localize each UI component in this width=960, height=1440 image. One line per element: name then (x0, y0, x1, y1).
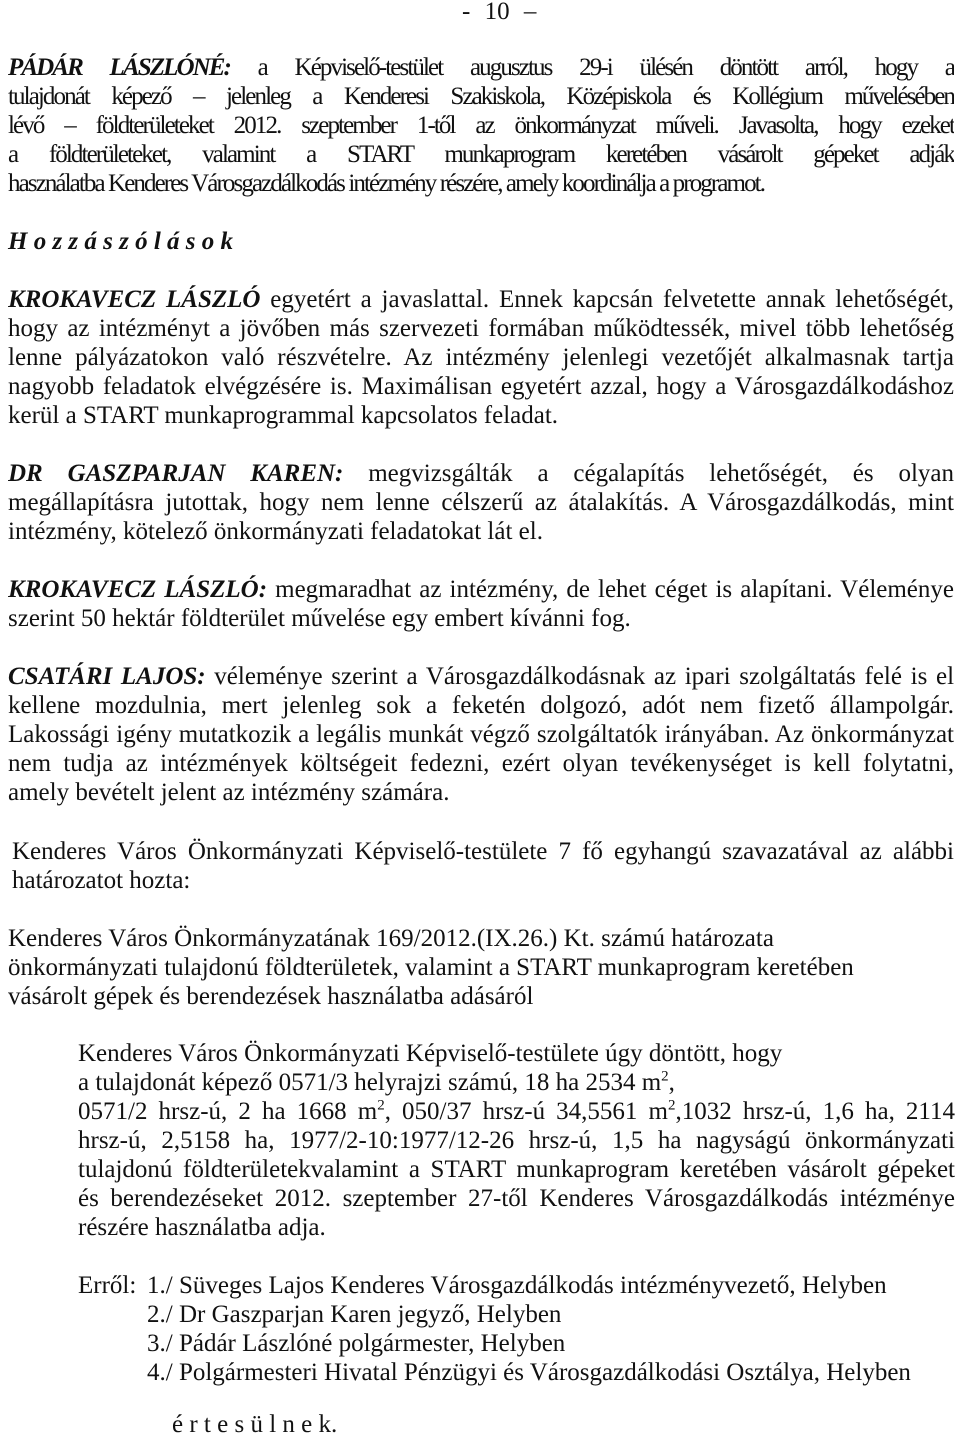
paragraph-line: lenne pályázatokon való részvételre. Az intézmény jelenlegi vezetőjét alkalmasnak tartja (8, 344, 954, 371)
list-item: 4./ Polgármesteri Hivatal Pénzügyi és Városgazdálkodási Osztálya, Helyben (147, 1359, 911, 1386)
paragraph-line: Kenderes Város Önkormányzati Képviselő-testülete 7 fő egyhangú szavazatával az alábbi (12, 838, 954, 865)
comment-paragraph (8, 575, 954, 633)
line-text: a Képviselő-testület augusztus 29-i ülésén döntött arról, hogy a (257, 54, 954, 81)
section-heading: H o z z á s z ó l á s o k (8, 228, 234, 255)
line-text: megvizsgálták a cégalapítás lehetőségét, és olyan (368, 460, 954, 487)
paragraph-line: nagyobb feladatok elvégzésére is. Maximálisan egyetért azzal, hogy a Városgazdálkodáshoz (8, 373, 954, 400)
resolution-title (8, 924, 954, 1011)
paragraph-line: amely bevételt jelent az intézmény számára. (8, 779, 450, 806)
notify-items (147, 1271, 955, 1387)
paragraph-line (8, 575, 954, 604)
paragraph-line (8, 53, 954, 82)
paragraph-line: Kenderes Város Önkormányzati Képviselő-testülete úgy döntött, hogy (78, 1040, 783, 1067)
line-text: , 050/37 hrsz-ú 34,5561 m (384, 1098, 668, 1125)
speaker-name: CSATÁRI LAJOS: (8, 663, 206, 690)
superscript: 2 (377, 1097, 385, 1114)
paragraph-line: nem tudja az intézmények költségeit fedezni, ezért olyan tevékenységet is kell folytatni, (8, 750, 954, 777)
comment-paragraph (8, 459, 954, 546)
line-text: megmaradhat az intézmény, de lehet céget is alapítani. Véleménye (275, 576, 954, 603)
paragraph-line: megállapításra jutottak, hogy nem lenne célszerű az átalakítás. A Városgazdálkodás, mint (8, 489, 954, 516)
paragraph-line (8, 459, 954, 488)
closing-word: é r t e s ü l n e k. (172, 1411, 338, 1438)
paragraph-line: lévő – földterületeket 2012. szeptember 1-től az önkormányzat műveli. Javasolta, hogy ezeket (8, 112, 954, 139)
line-text: , (668, 1069, 675, 1096)
paragraph-line: Lakossági igény mutatkozik a legális munkát végző szolgáltatók irányában. Az önkormányzat (8, 721, 954, 748)
paragraph-line: kerül a START munkaprogrammal kapcsolatos feladat. (8, 402, 559, 429)
speaker-name: PÁDÁR LÁSZLÓNÉ: (8, 54, 230, 81)
comment-paragraph (8, 285, 954, 430)
line-text: véleménye szerint a Városgazdálkodásnak az ipari szolgáltatás felé is el (214, 663, 954, 690)
superscript: 2 (667, 1097, 676, 1114)
notify-label: Erről: (78, 1272, 137, 1299)
line-text: egyetért a javaslattal. Ennek kapcsán felvetette annak lehetőségét, (270, 286, 954, 313)
notify-list (78, 1271, 955, 1387)
paragraph-line: tulajdonú földterületekvalamint a START munkaprogram keretében vásárolt gépeket (78, 1156, 955, 1183)
paragraph-line: intézmény, kötelező önkormányzati feladatokat lát el. (8, 518, 543, 545)
line-text: 0571/2 hrsz-ú, 2 ha 1668 m (78, 1098, 378, 1125)
paragraph-line: hogy az intézményt a jövőben más szervezeti formában működtessék, mivel több lehetőség (8, 315, 954, 342)
intro-paragraph (8, 53, 954, 198)
title-line: Kenderes Város Önkormányzatának 169/2012.(IX.26.) Kt. számú határozata (8, 925, 774, 952)
paragraph-line: szerint 50 hektár földterület művelése egy embert kívánni fog. (8, 605, 631, 632)
line-text: ,1032 hrsz-ú, 1,6 ha, 2114 (675, 1098, 955, 1125)
paragraph-line: tulajdonát képező – jelenleg a Kenderesi Szakiskola, Középiskola és Kollégium művelésében (8, 83, 954, 110)
paragraph-line: határozatot hozta: (12, 867, 191, 894)
list-item: 3./ Pádár Lászlóné polgármester, Helyben (147, 1330, 566, 1357)
resolution-body (78, 1039, 955, 1242)
paragraph-line (78, 1097, 955, 1126)
paragraph-line (78, 1068, 955, 1097)
comment-paragraph (8, 662, 954, 807)
paragraph-line: és berendezéseket 2012. szeptember 27-től Kenderes Városgazdálkodás intézménye (78, 1185, 955, 1212)
paragraph-line (8, 662, 954, 691)
paragraph-line: a földterületeket, valamint a START munkaprogram keretében vásárolt gépeket adják (8, 141, 954, 168)
vote-paragraph (12, 837, 954, 895)
superscript: 2 (661, 1068, 669, 1085)
paragraph-line (8, 285, 954, 314)
paragraph-line: használatba Kenderes Városgazdálkodás intézmény részére, amely koordinálja a programot. (8, 170, 765, 197)
speaker-name: KROKAVECZ LÁSZLÓ: (8, 576, 268, 603)
title-line: vásárolt gépek és berendezések használatba adásáról (8, 983, 534, 1010)
page-number: - 10 – (462, 0, 537, 25)
speaker-name: DR GASZPARJAN KAREN: (8, 460, 344, 487)
paragraph-line: részére használatba adja. (78, 1214, 326, 1241)
title-line: önkormányzati tulajdonú földterületek, valamint a START munkaprogram keretében (8, 954, 854, 981)
list-item: 1./ Süveges Lajos Kenderes Városgazdálkodás intézményvezető, Helyben (147, 1272, 887, 1299)
speaker-name: KROKAVECZ LÁSZLÓ (8, 286, 261, 313)
paragraph-line: hrsz-ú, 2,5158 ha, 1977/2-10:1977/12-26 hrsz-ú, 1,5 ha nagyságú önkormányzati (78, 1127, 955, 1154)
paragraph-line: kellene mozdulnia, mert jelenleg sok a feketén dolgozó, adót nem fizető állampolgár. (8, 692, 954, 719)
line-text: a tulajdonát képező 0571/3 helyrajzi számú, 18 ha 2534 m (78, 1069, 662, 1096)
list-item: 2./ Dr Gaszparjan Karen jegyző, Helyben (147, 1301, 562, 1328)
